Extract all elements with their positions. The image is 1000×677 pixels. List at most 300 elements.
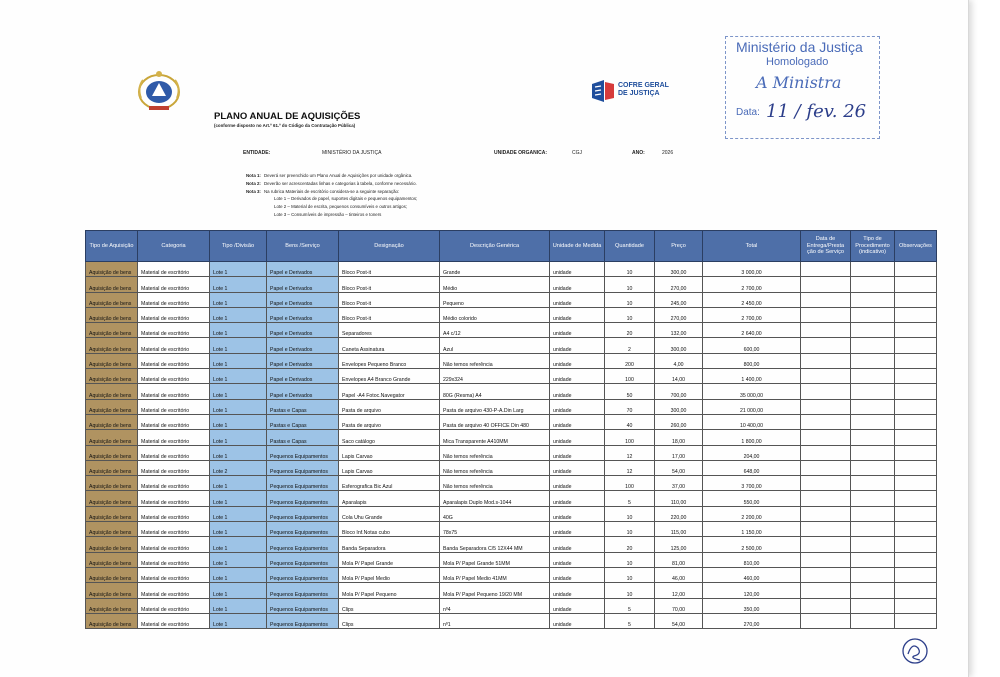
quantity-cell[interactable]: 10	[605, 583, 655, 598]
total-cell[interactable]: 21 000,00	[703, 399, 801, 414]
total-cell[interactable]: 1 800,00	[703, 430, 801, 445]
procedure-type-cell[interactable]	[851, 307, 895, 322]
procedure-type-cell[interactable]	[851, 613, 895, 628]
quantity-cell[interactable]: 70	[605, 399, 655, 414]
price-cell[interactable]: 18,00	[655, 430, 703, 445]
lot-cell[interactable]: Lote 1	[210, 506, 267, 521]
total-cell[interactable]: 1 150,00	[703, 522, 801, 537]
lot-cell[interactable]: Lote 1	[210, 491, 267, 506]
quantity-cell[interactable]: 5	[605, 598, 655, 613]
category-cell[interactable]: Material de escritório	[138, 460, 210, 475]
quantity-cell[interactable]: 50	[605, 384, 655, 399]
category-cell[interactable]: Material de escritório	[138, 583, 210, 598]
total-cell[interactable]: 2 700,00	[703, 277, 801, 292]
price-cell[interactable]: 70,00	[655, 598, 703, 613]
observations-cell[interactable]	[895, 414, 937, 429]
delivery-date-cell[interactable]	[801, 262, 851, 277]
designation-cell[interactable]: Envelopes A4 Branco Grande	[339, 369, 440, 384]
description-cell[interactable]: Médio colorido	[440, 307, 550, 322]
column-header[interactable]: Preço	[655, 231, 703, 262]
acquisition-type-cell[interactable]: Aquisição de bens	[86, 384, 138, 399]
acquisition-type-cell[interactable]: Aquisição de bens	[86, 583, 138, 598]
designation-cell[interactable]: Banda Separadora	[339, 537, 440, 552]
price-cell[interactable]: 700,00	[655, 384, 703, 399]
observations-cell[interactable]	[895, 307, 937, 322]
delivery-date-cell[interactable]	[801, 491, 851, 506]
description-cell[interactable]: Pasta de arquivo 40 OFFICE Din 480	[440, 414, 550, 429]
procedure-type-cell[interactable]	[851, 537, 895, 552]
designation-cell[interactable]: Bloco Post-it	[339, 307, 440, 322]
designation-cell[interactable]: Caneta Assinatura	[339, 338, 440, 353]
lot-cell[interactable]: Lote 1	[210, 277, 267, 292]
observations-cell[interactable]	[895, 353, 937, 368]
quantity-cell[interactable]: 100	[605, 369, 655, 384]
observations-cell[interactable]	[895, 613, 937, 628]
observations-cell[interactable]	[895, 552, 937, 567]
unit-cell[interactable]: unidade	[550, 567, 605, 582]
column-header[interactable]: Tipo /Divisão	[210, 231, 267, 262]
total-cell[interactable]: 3 000,00	[703, 262, 801, 277]
observations-cell[interactable]	[895, 476, 937, 491]
quantity-cell[interactable]: 5	[605, 613, 655, 628]
procedure-type-cell[interactable]	[851, 598, 895, 613]
price-cell[interactable]: 4,00	[655, 353, 703, 368]
unit-cell[interactable]: unidade	[550, 445, 605, 460]
goods-cell[interactable]: Papel e Derivados	[267, 262, 339, 277]
delivery-date-cell[interactable]	[801, 353, 851, 368]
total-cell[interactable]: 120,00	[703, 583, 801, 598]
procedure-type-cell[interactable]	[851, 292, 895, 307]
quantity-cell[interactable]: 10	[605, 552, 655, 567]
category-cell[interactable]: Material de escritório	[138, 307, 210, 322]
category-cell[interactable]: Material de escritório	[138, 537, 210, 552]
column-header[interactable]: Unidade de Medida	[550, 231, 605, 262]
category-cell[interactable]: Material de escritório	[138, 384, 210, 399]
procedure-type-cell[interactable]	[851, 522, 895, 537]
procedure-type-cell[interactable]	[851, 338, 895, 353]
observations-cell[interactable]	[895, 583, 937, 598]
observations-cell[interactable]	[895, 384, 937, 399]
acquisition-type-cell[interactable]: Aquisição de bens	[86, 567, 138, 582]
goods-cell[interactable]: Pequenos Equipamentos	[267, 491, 339, 506]
designation-cell[interactable]: Esferografica Bic Azul	[339, 476, 440, 491]
lot-cell[interactable]: Lote 1	[210, 613, 267, 628]
total-cell[interactable]: 270,00	[703, 613, 801, 628]
total-cell[interactable]: 2 200,00	[703, 506, 801, 521]
description-cell[interactable]: 229x324	[440, 369, 550, 384]
unit-cell[interactable]: unidade	[550, 583, 605, 598]
description-cell[interactable]: A4 c/12	[440, 323, 550, 338]
procedure-type-cell[interactable]	[851, 552, 895, 567]
category-cell[interactable]: Material de escritório	[138, 613, 210, 628]
quantity-cell[interactable]: 10	[605, 567, 655, 582]
total-cell[interactable]: 800,00	[703, 353, 801, 368]
unit-cell[interactable]: unidade	[550, 277, 605, 292]
goods-cell[interactable]: Pequenos Equipamentos	[267, 583, 339, 598]
category-cell[interactable]: Material de escritório	[138, 598, 210, 613]
price-cell[interactable]: 37,00	[655, 476, 703, 491]
price-cell[interactable]: 54,00	[655, 460, 703, 475]
goods-cell[interactable]: Papel e Derivados	[267, 307, 339, 322]
goods-cell[interactable]: Papel e Derivados	[267, 338, 339, 353]
goods-cell[interactable]: Pastas e Capas	[267, 414, 339, 429]
designation-cell[interactable]: Cola Uhu Grande	[339, 506, 440, 521]
acquisition-type-cell[interactable]: Aquisição de bens	[86, 307, 138, 322]
description-cell[interactable]: Não temos referência	[440, 476, 550, 491]
delivery-date-cell[interactable]	[801, 430, 851, 445]
category-cell[interactable]: Material de escritório	[138, 476, 210, 491]
total-cell[interactable]: 2 450,00	[703, 292, 801, 307]
unit-cell[interactable]: unidade	[550, 460, 605, 475]
delivery-date-cell[interactable]	[801, 399, 851, 414]
quantity-cell[interactable]: 12	[605, 460, 655, 475]
observations-cell[interactable]	[895, 445, 937, 460]
designation-cell[interactable]: Saco catálogo	[339, 430, 440, 445]
price-cell[interactable]: 14,00	[655, 369, 703, 384]
total-cell[interactable]: 3 700,00	[703, 476, 801, 491]
acquisition-type-cell[interactable]: Aquisição de bens	[86, 537, 138, 552]
procedure-type-cell[interactable]	[851, 323, 895, 338]
total-cell[interactable]: 2 700,00	[703, 307, 801, 322]
goods-cell[interactable]: Pequenos Equipamentos	[267, 476, 339, 491]
category-cell[interactable]: Material de escritório	[138, 506, 210, 521]
category-cell[interactable]: Material de escritório	[138, 369, 210, 384]
category-cell[interactable]: Material de escritório	[138, 522, 210, 537]
category-cell[interactable]: Material de escritório	[138, 323, 210, 338]
delivery-date-cell[interactable]	[801, 307, 851, 322]
lot-cell[interactable]: Lote 1	[210, 476, 267, 491]
acquisition-type-cell[interactable]: Aquisição de bens	[86, 338, 138, 353]
lot-cell[interactable]: Lote 1	[210, 353, 267, 368]
acquisition-type-cell[interactable]: Aquisição de bens	[86, 277, 138, 292]
goods-cell[interactable]: Pequenos Equipamentos	[267, 552, 339, 567]
unit-cell[interactable]: unidade	[550, 399, 605, 414]
price-cell[interactable]: 125,00	[655, 537, 703, 552]
goods-cell[interactable]: Pequenos Equipamentos	[267, 522, 339, 537]
procedure-type-cell[interactable]	[851, 460, 895, 475]
observations-cell[interactable]	[895, 399, 937, 414]
category-cell[interactable]: Material de escritório	[138, 277, 210, 292]
unit-cell[interactable]: unidade	[550, 552, 605, 567]
lot-cell[interactable]: Lote 1	[210, 598, 267, 613]
unit-cell[interactable]: unidade	[550, 506, 605, 521]
quantity-cell[interactable]: 200	[605, 353, 655, 368]
acquisition-type-cell[interactable]: Aquisição de bens	[86, 476, 138, 491]
delivery-date-cell[interactable]	[801, 537, 851, 552]
acquisition-type-cell[interactable]: Aquisição de bens	[86, 445, 138, 460]
designation-cell[interactable]: Envelopes Pequeno Branco	[339, 353, 440, 368]
price-cell[interactable]: 110,00	[655, 491, 703, 506]
lot-cell[interactable]: Lote 1	[210, 583, 267, 598]
goods-cell[interactable]: Pequenos Equipamentos	[267, 613, 339, 628]
quantity-cell[interactable]: 100	[605, 476, 655, 491]
unit-cell[interactable]: unidade	[550, 613, 605, 628]
description-cell[interactable]: Pequeno	[440, 292, 550, 307]
goods-cell[interactable]: Pequenos Equipamentos	[267, 598, 339, 613]
designation-cell[interactable]: Bloco Inf.Notas cubo	[339, 522, 440, 537]
column-header[interactable]: Quantidade	[605, 231, 655, 262]
description-cell[interactable]: 80G (Resma) A4	[440, 384, 550, 399]
quantity-cell[interactable]: 10	[605, 522, 655, 537]
unit-cell[interactable]: unidade	[550, 353, 605, 368]
designation-cell[interactable]: Clips	[339, 613, 440, 628]
lot-cell[interactable]: Lote 1	[210, 262, 267, 277]
designation-cell[interactable]: Mola P/ Papel Pequeno	[339, 583, 440, 598]
acquisition-type-cell[interactable]: Aquisição de bens	[86, 491, 138, 506]
designation-cell[interactable]: Mola P/ Papel Grande	[339, 552, 440, 567]
designation-cell[interactable]: Bloco Post-it	[339, 277, 440, 292]
designation-cell[interactable]: Bloco Post-it	[339, 262, 440, 277]
acquisition-type-cell[interactable]: Aquisição de bens	[86, 460, 138, 475]
procedure-type-cell[interactable]	[851, 430, 895, 445]
designation-cell[interactable]: Pasta de arquivo	[339, 414, 440, 429]
designation-cell[interactable]: Pasta de arquivo	[339, 399, 440, 414]
total-cell[interactable]: 460,00	[703, 567, 801, 582]
unit-cell[interactable]: unidade	[550, 476, 605, 491]
unit-cell[interactable]: unidade	[550, 384, 605, 399]
description-cell[interactable]: Mica Transparente A410MM	[440, 430, 550, 445]
category-cell[interactable]: Material de escritório	[138, 567, 210, 582]
delivery-date-cell[interactable]	[801, 323, 851, 338]
unit-cell[interactable]: unidade	[550, 414, 605, 429]
goods-cell[interactable]: Papel e Derivados	[267, 292, 339, 307]
category-cell[interactable]: Material de escritório	[138, 552, 210, 567]
unit-cell[interactable]: unidade	[550, 430, 605, 445]
goods-cell[interactable]: Pequenos Equipamentos	[267, 460, 339, 475]
goods-cell[interactable]: Pastas e Capas	[267, 430, 339, 445]
delivery-date-cell[interactable]	[801, 292, 851, 307]
description-cell[interactable]: Não temos referência	[440, 460, 550, 475]
total-cell[interactable]: 2 640,00	[703, 323, 801, 338]
procedure-type-cell[interactable]	[851, 491, 895, 506]
delivery-date-cell[interactable]	[801, 522, 851, 537]
description-cell[interactable]: Não temos referência	[440, 445, 550, 460]
category-cell[interactable]: Material de escritório	[138, 262, 210, 277]
column-header[interactable]: Categoria	[138, 231, 210, 262]
category-cell[interactable]: Material de escritório	[138, 338, 210, 353]
total-cell[interactable]: 600,00	[703, 338, 801, 353]
quantity-cell[interactable]: 100	[605, 430, 655, 445]
category-cell[interactable]: Material de escritório	[138, 491, 210, 506]
lot-cell[interactable]: Lote 1	[210, 307, 267, 322]
lot-cell[interactable]: Lote 1	[210, 384, 267, 399]
delivery-date-cell[interactable]	[801, 338, 851, 353]
price-cell[interactable]: 300,00	[655, 399, 703, 414]
unit-cell[interactable]: unidade	[550, 338, 605, 353]
description-cell[interactable]: Não temos referência	[440, 353, 550, 368]
delivery-date-cell[interactable]	[801, 598, 851, 613]
delivery-date-cell[interactable]	[801, 583, 851, 598]
total-cell[interactable]: 10 400,00	[703, 414, 801, 429]
procedure-type-cell[interactable]	[851, 414, 895, 429]
procedure-type-cell[interactable]	[851, 399, 895, 414]
description-cell[interactable]: nº4	[440, 598, 550, 613]
goods-cell[interactable]: Pequenos Equipamentos	[267, 537, 339, 552]
price-cell[interactable]: 300,00	[655, 262, 703, 277]
procedure-type-cell[interactable]	[851, 506, 895, 521]
quantity-cell[interactable]: 20	[605, 323, 655, 338]
observations-cell[interactable]	[895, 369, 937, 384]
goods-cell[interactable]: Pastas e Capas	[267, 399, 339, 414]
designation-cell[interactable]: Lapis Carvao	[339, 460, 440, 475]
column-header[interactable]: Data de Entrega/Presta ção de Serviço	[801, 231, 851, 262]
lot-cell[interactable]: Lote 1	[210, 399, 267, 414]
unit-cell[interactable]: unidade	[550, 262, 605, 277]
delivery-date-cell[interactable]	[801, 277, 851, 292]
unit-cell[interactable]: unidade	[550, 369, 605, 384]
quantity-cell[interactable]: 20	[605, 537, 655, 552]
observations-cell[interactable]	[895, 598, 937, 613]
category-cell[interactable]: Material de escritório	[138, 292, 210, 307]
acquisition-type-cell[interactable]: Aquisição de bens	[86, 552, 138, 567]
goods-cell[interactable]: Papel e Derivados	[267, 323, 339, 338]
observations-cell[interactable]	[895, 262, 937, 277]
lot-cell[interactable]: Lote 1	[210, 537, 267, 552]
goods-cell[interactable]: Papel e Derivados	[267, 277, 339, 292]
description-cell[interactable]: Banda Separadora C/5 12X44 MM	[440, 537, 550, 552]
lot-cell[interactable]: Lote 2	[210, 460, 267, 475]
procedure-type-cell[interactable]	[851, 384, 895, 399]
unit-cell[interactable]: unidade	[550, 537, 605, 552]
acquisition-type-cell[interactable]: Aquisição de bens	[86, 430, 138, 445]
total-cell[interactable]: 648,00	[703, 460, 801, 475]
observations-cell[interactable]	[895, 323, 937, 338]
observations-cell[interactable]	[895, 338, 937, 353]
designation-cell[interactable]: Papel -A4 Fotoc.Navegator	[339, 384, 440, 399]
procedure-type-cell[interactable]	[851, 567, 895, 582]
designation-cell[interactable]: Clips	[339, 598, 440, 613]
column-header[interactable]: Total	[703, 231, 801, 262]
lot-cell[interactable]: Lote 1	[210, 338, 267, 353]
description-cell[interactable]: nº1	[440, 613, 550, 628]
price-cell[interactable]: 132,00	[655, 323, 703, 338]
lot-cell[interactable]: Lote 1	[210, 323, 267, 338]
description-cell[interactable]: 40G	[440, 506, 550, 521]
description-cell[interactable]: Pasta de arquivo 430-P-A.Din Larg	[440, 399, 550, 414]
price-cell[interactable]: 260,00	[655, 414, 703, 429]
unit-cell[interactable]: unidade	[550, 522, 605, 537]
price-cell[interactable]: 115,00	[655, 522, 703, 537]
description-cell[interactable]: Aparalapis Duplo Mod.s-1044	[440, 491, 550, 506]
acquisition-type-cell[interactable]: Aquisição de bens	[86, 369, 138, 384]
description-cell[interactable]: Mola P/ Papel Medio 41MM	[440, 567, 550, 582]
column-header[interactable]: Designação	[339, 231, 440, 262]
quantity-cell[interactable]: 2	[605, 338, 655, 353]
description-cell[interactable]: Médio	[440, 277, 550, 292]
category-cell[interactable]: Material de escritório	[138, 445, 210, 460]
total-cell[interactable]: 810,00	[703, 552, 801, 567]
category-cell[interactable]: Material de escritório	[138, 414, 210, 429]
observations-cell[interactable]	[895, 522, 937, 537]
designation-cell[interactable]: Aparalapis	[339, 491, 440, 506]
total-cell[interactable]: 204,00	[703, 445, 801, 460]
category-cell[interactable]: Material de escritório	[138, 353, 210, 368]
procedure-type-cell[interactable]	[851, 353, 895, 368]
total-cell[interactable]: 350,00	[703, 598, 801, 613]
acquisition-type-cell[interactable]: Aquisição de bens	[86, 598, 138, 613]
column-header[interactable]: Tipo de Aquisição	[86, 231, 138, 262]
delivery-date-cell[interactable]	[801, 506, 851, 521]
quantity-cell[interactable]: 10	[605, 307, 655, 322]
quantity-cell[interactable]: 10	[605, 262, 655, 277]
designation-cell[interactable]: Separadores	[339, 323, 440, 338]
total-cell[interactable]: 1 400,00	[703, 369, 801, 384]
observations-cell[interactable]	[895, 460, 937, 475]
lot-cell[interactable]: Lote 1	[210, 567, 267, 582]
procedure-type-cell[interactable]	[851, 583, 895, 598]
price-cell[interactable]: 220,00	[655, 506, 703, 521]
quantity-cell[interactable]: 10	[605, 506, 655, 521]
total-cell[interactable]: 550,00	[703, 491, 801, 506]
category-cell[interactable]: Material de escritório	[138, 399, 210, 414]
delivery-date-cell[interactable]	[801, 460, 851, 475]
procedure-type-cell[interactable]	[851, 369, 895, 384]
delivery-date-cell[interactable]	[801, 552, 851, 567]
delivery-date-cell[interactable]	[801, 567, 851, 582]
lot-cell[interactable]: Lote 1	[210, 552, 267, 567]
observations-cell[interactable]	[895, 506, 937, 521]
description-cell[interactable]: Grande	[440, 262, 550, 277]
total-cell[interactable]: 35 000,00	[703, 384, 801, 399]
quantity-cell[interactable]: 40	[605, 414, 655, 429]
unit-cell[interactable]: unidade	[550, 307, 605, 322]
price-cell[interactable]: 17,00	[655, 445, 703, 460]
designation-cell[interactable]: Mola P/ Papel Medio	[339, 567, 440, 582]
price-cell[interactable]: 270,00	[655, 307, 703, 322]
quantity-cell[interactable]: 12	[605, 445, 655, 460]
acquisition-type-cell[interactable]: Aquisição de bens	[86, 262, 138, 277]
delivery-date-cell[interactable]	[801, 414, 851, 429]
acquisition-type-cell[interactable]: Aquisição de bens	[86, 522, 138, 537]
delivery-date-cell[interactable]	[801, 369, 851, 384]
column-header[interactable]: Descrição Genérica	[440, 231, 550, 262]
procedure-type-cell[interactable]	[851, 476, 895, 491]
goods-cell[interactable]: Pequenos Equipamentos	[267, 506, 339, 521]
quantity-cell[interactable]: 5	[605, 491, 655, 506]
lot-cell[interactable]: Lote 1	[210, 522, 267, 537]
unit-cell[interactable]: unidade	[550, 491, 605, 506]
price-cell[interactable]: 12,00	[655, 583, 703, 598]
price-cell[interactable]: 81,00	[655, 552, 703, 567]
acquisition-type-cell[interactable]: Aquisição de bens	[86, 414, 138, 429]
description-cell[interactable]: Azul	[440, 338, 550, 353]
goods-cell[interactable]: Pequenos Equipamentos	[267, 445, 339, 460]
acquisition-type-cell[interactable]: Aquisição de bens	[86, 323, 138, 338]
observations-cell[interactable]	[895, 430, 937, 445]
acquisition-type-cell[interactable]: Aquisição de bens	[86, 292, 138, 307]
procedure-type-cell[interactable]	[851, 277, 895, 292]
observations-cell[interactable]	[895, 292, 937, 307]
lot-cell[interactable]: Lote 1	[210, 445, 267, 460]
lot-cell[interactable]: Lote 1	[210, 430, 267, 445]
goods-cell[interactable]: Papel e Derivados	[267, 369, 339, 384]
acquisition-type-cell[interactable]: Aquisição de bens	[86, 613, 138, 628]
acquisition-type-cell[interactable]: Aquisição de bens	[86, 399, 138, 414]
observations-cell[interactable]	[895, 537, 937, 552]
quantity-cell[interactable]: 10	[605, 292, 655, 307]
goods-cell[interactable]: Papel e Derivados	[267, 384, 339, 399]
total-cell[interactable]: 2 500,00	[703, 537, 801, 552]
observations-cell[interactable]	[895, 277, 937, 292]
goods-cell[interactable]: Papel e Derivados	[267, 353, 339, 368]
description-cell[interactable]: 78x75	[440, 522, 550, 537]
category-cell[interactable]: Material de escritório	[138, 430, 210, 445]
price-cell[interactable]: 245,00	[655, 292, 703, 307]
unit-cell[interactable]: unidade	[550, 323, 605, 338]
column-header[interactable]: Bens /Serviço	[267, 231, 339, 262]
price-cell[interactable]: 270,00	[655, 277, 703, 292]
observations-cell[interactable]	[895, 491, 937, 506]
